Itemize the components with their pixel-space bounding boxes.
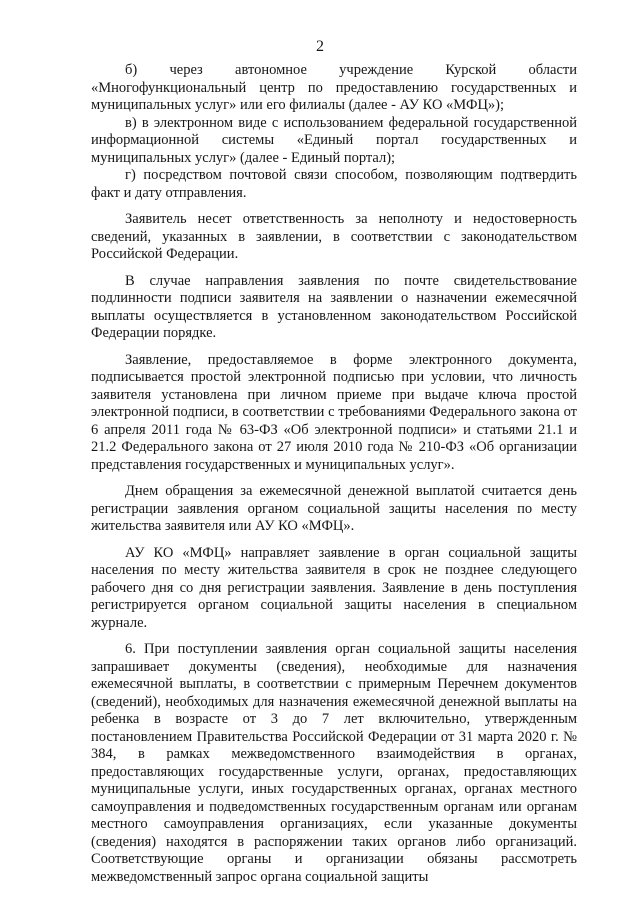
list-item-v: в) в электронном виде с использованием федеральной государственной информационной системы «Единый портал государственных и муниципальных услуг» (далее - Единый портал); (91, 114, 577, 166)
document-body (91, 62, 577, 886)
paragraph-section-6: 6. При поступлении заявления орган социальной защиты населения запрашивает документы (сведения), необходимые для назначения ежемесячной выплаты, в соответствии с примерным Перечнем документов (сведений), необходимых для назначения ежемесячной денежной выплаты на ребенка в возрасте от 3 до 7 лет включительно, утвержденным постановлением Правительства Российской Федерации от 31 марта 2020 г. № 384, в рамках межведомственного взаимодействия в органах, предоставляющих государственные услуги, органах, предоставляющих муниципальные услуги, иных государственных органах, органах местного самоуправления и подведомственных государственным органам или органам местного самоуправления организациях, если указанные документы (сведения) находятся в распоряжении таких органов либо организаций. Соответствующие органы и организации обязаны рассмотреть межведомственный запрос органа социальной защиты (91, 641, 577, 885)
paragraph-electronic-document: Заявление, предоставляемое в форме электронного документа, подписывается простой электронной подписью при условии, что личность заявителя установлена при личном приеме при выдаче ключа простой электронной подписи, в соответствии с требованиями Федерального закона от 6 апреля 2011 года № 63-ФЗ «Об электронной подписи» и статьями 21.1 и 21.2 Федерального закона от 27 июля 2010 года № 210-ФЗ «Об организации представления государственных и муниципальных услуг». (91, 351, 577, 473)
page-number: 2 (316, 38, 324, 55)
list-item-b: б) через автономное учреждение Курской области «Многофункциональный центр по предоставлению государственных и муниципальных услуг» или его филиалы (далее - АУ КО «МФЦ»); (91, 62, 577, 113)
paragraph-mfc-forwarding: АУ КО «МФЦ» направляет заявление в орган социальной защиты населения по месту жительства заявителя в срок не позднее следующего рабочего дня со дня регистрации заявления. Заявление в день поступления регистрируется органом социальной защиты населения в специальном журнале. (91, 544, 577, 631)
list-item-g: г) посредством почтовой связи способом, позволяющим подтвердить факт и дату отправления. (91, 167, 577, 201)
paragraph-applicant-responsibility: Заявитель несет ответственность за неполноту и недостоверность сведений, указанных в заявлении, в соответствии с законодательством Российской Федерации. (91, 211, 577, 262)
paragraph-postal-signature: В случае направления заявления по почте свидетельствование подлинности подписи заявителя на заявлении о назначении ежемесячной выплаты осуществляется в установленном законодательством Российской Федерации порядке. (91, 272, 577, 341)
paragraph-day-of-application: Днем обращения за ежемесячной денежной выплатой считается день регистрации заявления органом социальной защиты населения по месту жительства заявителя или АУ КО «МФЦ». (91, 483, 577, 534)
